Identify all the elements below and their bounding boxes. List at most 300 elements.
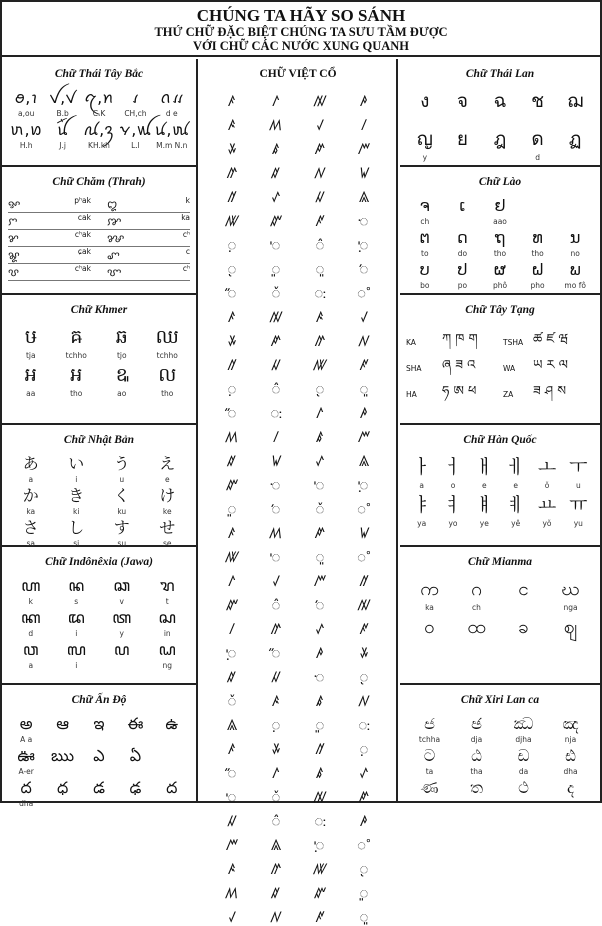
- viet-co-glyph: ꥇ: [271, 476, 281, 494]
- viet-co-glyph: ꤶ: [228, 908, 236, 926]
- cham-row: [8, 196, 190, 213]
- cham-pair: [107, 196, 190, 214]
- glyph: ꪙ,ꪘ: [154, 120, 190, 139]
- romanization: ta: [425, 767, 434, 776]
- glyph: ທ: [532, 228, 543, 247]
- page-subtitle-line2: VỚI CHỮ CÁC NƯỚC XUNG QUANH: [192, 39, 410, 53]
- glyph: అ: [19, 714, 33, 733]
- romanization: KA: [406, 338, 416, 347]
- panel-title: Chữ Indônêxia (Jawa): [45, 556, 153, 568]
- glyph: డ: [93, 778, 105, 797]
- viet-co-glyph: ꥄ: [313, 356, 327, 374]
- viet-co-glyph: ꤶ: [316, 116, 324, 134]
- romanization: y: [422, 153, 428, 162]
- viet-co-glyph: ꤿ: [358, 164, 370, 182]
- glyph: ꪊꪸ: [56, 120, 69, 139]
- panel-title: Chữ Khmer: [70, 304, 128, 316]
- glyph-grid: [406, 454, 594, 529]
- page-title: CHÚNG TA HÃY SO SÁNH: [196, 6, 406, 25]
- romanization: TSHA: [503, 338, 524, 347]
- viet-co-glyph: ꤽ: [271, 164, 281, 182]
- viet-co-glyph: ꤼ: [271, 860, 281, 878]
- glyph: ජ: [424, 714, 435, 733]
- romanization: mo fô: [564, 281, 586, 290]
- viet-co-glyph: ꥍ: [227, 500, 237, 518]
- panel-title: Chữ Thái Lan: [465, 68, 535, 80]
- viet-co-glyph: ꤽ: [271, 884, 281, 902]
- cham-pair: [107, 213, 190, 231]
- viet-co-glyph: ꥑ: [271, 788, 281, 806]
- glyph: ꪮ,ꪱ: [14, 88, 38, 107]
- glyph: ຝ: [531, 260, 544, 279]
- romanization: tchho: [65, 351, 87, 360]
- glyph-grid: [406, 88, 594, 163]
- viet-co-glyph: ꤱ: [316, 404, 324, 422]
- viet-co-glyph: ꤷ: [273, 428, 279, 446]
- romanization: da: [518, 767, 529, 776]
- glyph: ခ: [518, 616, 529, 638]
- glyph: ឆ: [115, 326, 128, 348]
- glyph: う: [113, 454, 130, 473]
- viet-co-glyph: ꤾ: [358, 332, 370, 350]
- romanization: [556, 115, 594, 125]
- cham-row: [8, 247, 190, 264]
- glyph: ㅒ: [475, 494, 494, 516]
- panel-india: [2, 685, 196, 808]
- glyph: ㅐ: [475, 456, 494, 478]
- viet-co-glyph: ꥍ: [315, 716, 325, 734]
- viet-co-glyph: ꤳ: [360, 812, 368, 830]
- panel-title: Chữ Mianma: [467, 556, 533, 568]
- glyph: ဝ: [424, 616, 435, 638]
- cham-pair: [107, 264, 190, 282]
- viet-co-glyph: ꥋ: [227, 644, 237, 662]
- header: [2, 2, 600, 57]
- glyph: ඤ: [562, 714, 579, 733]
- glyph-grid: [8, 324, 190, 399]
- glyph: ఢ: [129, 778, 142, 797]
- romanization: ɕak: [77, 247, 91, 256]
- viet-co-glyph: ꤴ: [228, 860, 236, 878]
- glyph: え: [159, 454, 176, 473]
- panel-title: Chữ Ấn Độ: [71, 694, 127, 706]
- glyph: け: [159, 486, 176, 505]
- romanization: [406, 115, 444, 125]
- viet-co-glyph: ꥓: [357, 284, 371, 302]
- glyph: ຈ: [419, 196, 430, 215]
- romanization: cʰ: [182, 264, 190, 273]
- glyph: ဈ: [563, 616, 578, 638]
- viet-co-glyph: ꥈ: [271, 716, 281, 734]
- romanization: [154, 767, 190, 777]
- viet-co-glyph: ꥂ: [315, 188, 325, 206]
- glyph: き: [68, 486, 85, 505]
- viet-co-glyph: ꥃ: [359, 188, 369, 206]
- glyph: ꦠ: [112, 608, 132, 627]
- viet-co-glyph: ꥊ: [271, 380, 281, 398]
- glyph: ඡ: [471, 714, 482, 733]
- glyph: ဂ: [471, 578, 482, 600]
- romanization: [500, 641, 547, 651]
- glyph: す: [113, 518, 130, 537]
- glyph: ཞ ཟ འ: [442, 358, 476, 373]
- glyph: ණ: [420, 778, 439, 797]
- glyph-grid: [406, 714, 594, 809]
- viet-co-glyph: ꥄ: [225, 212, 239, 230]
- viet-co-glyph: ꥊ: [271, 596, 281, 614]
- viet-co-glyph: ꥐ: [227, 284, 237, 302]
- viet-co-glyph: ꥂ: [271, 356, 281, 374]
- romanization: [81, 735, 117, 745]
- viet-co-glyph: ꤸ: [227, 140, 237, 158]
- viet-co-glyph: ꤷ: [229, 620, 235, 638]
- romanization: [117, 767, 153, 777]
- romanization: [444, 153, 482, 163]
- viet-co-glyph: ꥏ: [271, 500, 281, 518]
- viet-co-glyph: ꤺ: [315, 140, 325, 158]
- cham-pair: [8, 247, 91, 265]
- romanization: c: [185, 247, 190, 256]
- glyph: ฌ: [567, 90, 584, 112]
- glyph: ឞ: [24, 326, 37, 348]
- romanization: tho: [161, 389, 174, 398]
- viet-co-glyph: ꤾ: [270, 908, 282, 926]
- romanization: [547, 799, 594, 809]
- cham-pair: [107, 247, 190, 265]
- romanization: [44, 799, 80, 809]
- glyph: ญ: [416, 128, 433, 150]
- viet-co-glyph: ꥉ: [271, 236, 281, 254]
- viet-co-glyph: ꥀ: [227, 356, 237, 374]
- romanization: yŏ: [542, 519, 552, 528]
- romanization: ku: [117, 507, 127, 516]
- panel-korea: [400, 425, 600, 547]
- viet-co-glyph: ꥁ: [315, 452, 325, 470]
- cham-pair: [107, 230, 190, 248]
- viet-co-glyph: ꤵ: [225, 428, 239, 446]
- viet-co-glyph: ꥎ: [315, 260, 325, 278]
- viet-co-glyph: ꤻ: [358, 428, 370, 446]
- romanization: ki: [73, 507, 80, 516]
- romanization: e: [482, 481, 487, 490]
- viet-co-glyph: ꥌ: [359, 860, 369, 878]
- viet-co-glyph: ꤹ: [316, 692, 324, 710]
- glyph: ఊ: [17, 746, 35, 765]
- romanization: no: [570, 249, 580, 258]
- viet-co-glyph: ꥐ: [271, 644, 281, 662]
- romanization: se: [162, 539, 172, 548]
- romanization: ch: [472, 603, 481, 612]
- viet-co-glyph: ꤽ: [227, 668, 237, 686]
- romanization: y: [119, 629, 124, 638]
- romanization: cak: [77, 213, 91, 222]
- tibet-row: [406, 376, 594, 402]
- left-column: [2, 59, 198, 808]
- glyph: ꦕ: [113, 576, 131, 595]
- romanization: [444, 115, 482, 125]
- glyph: ꦲ: [21, 576, 41, 595]
- viet-co-glyph: ꥂ: [227, 812, 237, 830]
- romanization: djha: [515, 735, 532, 744]
- glyph: ꨆ: [8, 215, 18, 228]
- romanization: ya: [417, 519, 427, 528]
- viet-co-glyph: ꥌ: [315, 380, 325, 398]
- viet-co-glyph: ꥁ: [271, 188, 281, 206]
- glyph: ꨌ: [8, 232, 19, 245]
- viet-co-glyph: ꥉ: [315, 476, 325, 494]
- viet-co-glyph: ꥎ: [359, 380, 369, 398]
- romanization: pʰak: [74, 196, 91, 205]
- viet-co-glyph: ꥊ: [315, 236, 325, 254]
- viet-co-glyph: ꤺ: [271, 332, 281, 350]
- viet-co-glyph: ꥅ: [270, 212, 282, 230]
- romanization: A a: [20, 735, 33, 744]
- glyph: ꪄ,ꪅ: [83, 120, 115, 139]
- glyph: ꨞ: [107, 266, 122, 279]
- glyph: ឈ: [155, 326, 179, 348]
- romanization: ng: [162, 661, 172, 670]
- panel-khmer: [2, 295, 196, 425]
- middle-column-viet-co: [200, 59, 398, 926]
- romanization: ao: [117, 389, 127, 398]
- romanization: KH.kh: [88, 141, 110, 150]
- viet-co-glyph: ꥑ: [271, 284, 281, 302]
- tibet-row: [406, 324, 594, 350]
- viet-co-glyph: ꥊ: [271, 812, 281, 830]
- panel-thai-taybac: [2, 59, 196, 167]
- romanization: a,ou: [18, 109, 35, 118]
- glyph: จ: [456, 90, 468, 112]
- page-subtitle-line1: THỨ CHỮ ĐẶC BIỆT CHÚNG TA SƯU TẦM ĐƯỢC: [154, 25, 448, 39]
- romanization: cʰak: [74, 230, 91, 239]
- romanization: [81, 767, 117, 777]
- viet-co-glyph: ꤻ: [314, 572, 326, 590]
- viet-co-glyph: ꤷ: [361, 116, 367, 134]
- tibet-table: [400, 324, 600, 402]
- viet-co-glyph: ꥐ: [227, 764, 237, 782]
- glyph: ථ: [518, 778, 529, 797]
- glyph: ㅔ: [506, 456, 525, 478]
- romanization: to: [421, 249, 429, 258]
- romanization: t: [165, 597, 169, 606]
- romanization: dha: [563, 767, 578, 776]
- viet-co-glyph: ꤰ: [228, 740, 236, 758]
- romanization: o: [450, 481, 456, 490]
- viet-co-glyph: ꥍ: [359, 884, 369, 902]
- glyph: ฏ: [568, 128, 582, 150]
- romanization: [453, 799, 500, 809]
- romanization: i: [75, 475, 78, 484]
- glyph-grid: [8, 454, 190, 549]
- romanization: [519, 115, 557, 125]
- romanization: cʰ: [182, 230, 190, 239]
- viet-co-glyph: ꤴ: [316, 308, 324, 326]
- viet-co-glyph: ꥅ: [314, 884, 326, 902]
- viet-co-glyph: ꥁ: [359, 764, 369, 782]
- glyph: ఎ: [93, 746, 105, 765]
- romanization: k: [185, 196, 190, 205]
- panel-sinhala: [400, 685, 600, 801]
- glyph: ຖ: [494, 228, 506, 247]
- romanization: [556, 153, 594, 163]
- romanization: i: [75, 661, 78, 670]
- viet-co-glyph: ꤺ: [359, 788, 369, 806]
- viet-co-glyph: ꤹ: [316, 764, 324, 782]
- romanization: po: [457, 281, 468, 290]
- glyph: ꨍ: [107, 232, 125, 245]
- panel-title: Chữ Thái Tây Bắc: [54, 68, 144, 80]
- glyph: [519, 196, 557, 216]
- panel-tibet: [400, 295, 600, 425]
- romanization: ka: [26, 507, 36, 516]
- glyph: ย: [456, 128, 468, 150]
- viet-co-glyph: ꥈ: [227, 380, 237, 398]
- glyph: ꦭ: [66, 640, 86, 659]
- viet-co-glyph: ꥌ: [359, 668, 369, 686]
- romanization: tha: [470, 767, 483, 776]
- glyph: ఉ: [165, 714, 179, 733]
- viet-co-glyph: ꤹ: [316, 428, 324, 446]
- cham-row: [8, 264, 190, 281]
- viet-co-glyph: ꥁ: [315, 620, 325, 638]
- romanization: a: [28, 661, 34, 670]
- glyph: ఆ: [56, 714, 69, 733]
- viet-co-glyph: ꥄ: [313, 860, 327, 878]
- romanization: tchha: [418, 735, 441, 744]
- romanization: tho: [493, 249, 507, 258]
- glyph: ద: [20, 778, 32, 797]
- glyph: ཧ ཨ ཕ: [442, 384, 477, 399]
- glyph: ధ: [56, 778, 69, 797]
- glyph: ཚ ཛ ཝ: [533, 332, 569, 347]
- romanization: phô: [492, 281, 508, 290]
- glyph: い: [68, 454, 85, 473]
- romanization: dja: [470, 735, 483, 744]
- glyph: ఇ: [93, 714, 105, 733]
- glyph: ປ: [457, 260, 468, 279]
- romanization: d: [28, 629, 34, 638]
- cham-row: [8, 230, 190, 247]
- glyph: ꦥ: [114, 640, 130, 659]
- romanization: aa: [26, 389, 36, 398]
- glyph: ඪ: [565, 746, 576, 765]
- panel-javanese: [2, 547, 196, 685]
- glyph: ꨁ: [107, 198, 118, 211]
- romanization: yu: [573, 519, 583, 528]
- glyph: ཡ ར ལ: [533, 358, 568, 373]
- viet-co-glyph: ꤱ: [272, 764, 280, 782]
- panel-cham: [2, 167, 196, 295]
- glyph: ꨝ: [8, 266, 20, 279]
- romanization: B.b: [56, 109, 69, 118]
- viet-co-glyph: ꥎ: [315, 548, 325, 566]
- viet-co-glyph: ꥏ: [359, 260, 369, 278]
- glyph: ด: [531, 128, 544, 150]
- viet-co-glyph: ꤱ: [272, 92, 280, 110]
- romanization: CH,ch: [124, 109, 147, 118]
- romanization: cʰak: [74, 264, 91, 273]
- panel-title: Chữ Hàn Quốc: [463, 434, 537, 446]
- glyph-grid: [8, 88, 190, 151]
- viet-co-glyph: ꥃ: [359, 452, 369, 470]
- viet-co-glyph: ꥇ: [359, 212, 369, 230]
- romanization: ka: [425, 603, 434, 612]
- romanization: [99, 661, 145, 671]
- glyph: ㅗ: [537, 456, 557, 478]
- viet-co-glyph: ꥇ: [315, 668, 325, 686]
- glyph: ឝ: [70, 326, 83, 348]
- romanization: v: [119, 597, 124, 606]
- viet-co-glyph: ꥑ: [315, 500, 325, 518]
- panel-lao: [400, 167, 600, 295]
- panel-thai: [400, 59, 600, 167]
- romanization: tho: [531, 249, 544, 258]
- viet-co-glyph: ꤲ: [313, 92, 327, 110]
- viet-co-glyph: ꥆ: [359, 356, 369, 374]
- glyph: ఋ: [51, 746, 75, 765]
- viet-co-glyph: ꤴ: [272, 692, 280, 710]
- glyph: ဃ: [561, 578, 580, 600]
- glyph: ฎ: [493, 128, 507, 150]
- glyph: ꨀ: [8, 198, 21, 211]
- viet-co-glyph: ꤲ: [357, 596, 371, 614]
- glyph-grid: [406, 576, 594, 651]
- romanization: [44, 735, 80, 745]
- romanization: [406, 641, 453, 651]
- romanization: e: [513, 481, 518, 490]
- romanization: J.j: [59, 141, 66, 150]
- viet-co-glyph: ꤳ: [316, 644, 324, 662]
- glyph: [556, 196, 594, 216]
- romanization: yê: [511, 519, 521, 528]
- romanization: yo: [448, 519, 458, 528]
- romanization: a: [28, 475, 34, 484]
- viet-co-glyph: ꥆ: [359, 620, 369, 638]
- viet-co-glyph: ꥂ: [271, 668, 281, 686]
- romanization: [556, 217, 594, 227]
- viet-co-glyph: ꥐ: [227, 404, 237, 422]
- cham-row: [8, 213, 190, 230]
- glyph: ඣ: [513, 714, 534, 733]
- viet-co-glyph: ꤸ: [227, 332, 237, 350]
- viet-co-glyph: ꥓: [357, 548, 371, 566]
- glyph: ช: [531, 90, 545, 112]
- viet-co-glyph: ꤻ: [358, 140, 370, 158]
- romanization: ch: [420, 217, 430, 226]
- viet-co-glyph: ꤸ: [359, 644, 369, 662]
- viet-co-glyph: ꥋ: [359, 476, 369, 494]
- cham-pair: [8, 196, 91, 214]
- glyph: ද: [566, 778, 575, 797]
- viet-co-glyph: ꤴ: [228, 116, 236, 134]
- glyph: က: [420, 578, 439, 600]
- viet-co-glyph: ꤰ: [228, 308, 236, 326]
- glyph: ㅠ: [569, 494, 588, 516]
- romanization: ye: [479, 519, 489, 528]
- viet-co-glyph: ꤱ: [228, 572, 236, 590]
- glyph: ꪋ,ꪀ: [84, 88, 114, 107]
- glyph: ດ: [457, 228, 468, 247]
- romanization: [453, 641, 500, 651]
- viet-co-glyph: ꤿ: [358, 524, 370, 542]
- cham-pair: [8, 230, 91, 248]
- viet-co-glyph: ꤵ: [269, 116, 283, 134]
- romanization: k: [28, 597, 33, 606]
- glyph: ට: [423, 746, 436, 765]
- romanization: [406, 799, 453, 809]
- panel-myanmar: [400, 547, 600, 685]
- viet-co-glyph: ꥏ: [315, 596, 325, 614]
